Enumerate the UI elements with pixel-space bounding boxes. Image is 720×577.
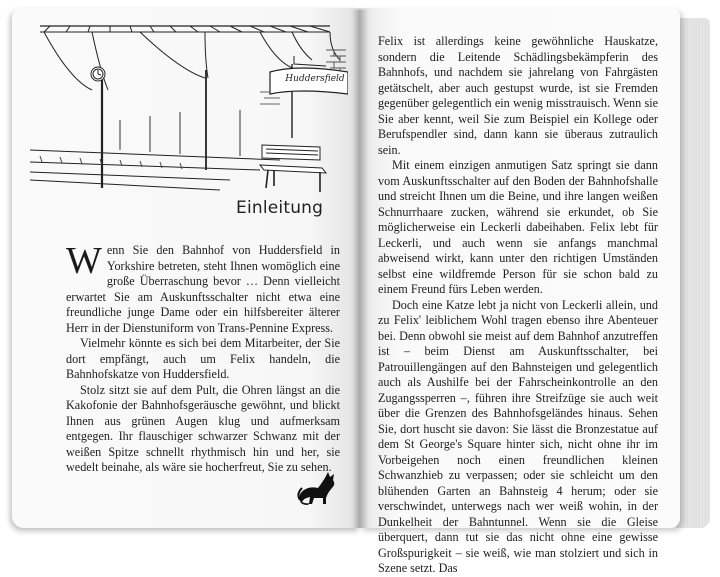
page-edges — [676, 18, 710, 528]
left-page-text — [66, 240, 340, 476]
paragraph: Vielmehr könnte es sich bei dem Mitarbeiter, der Sie dort empfängt, auch um Felix handeln, die Bahnhofskatze von Huddersfield. — [66, 336, 340, 381]
cat-icon — [296, 470, 342, 506]
dropcap: W — [66, 240, 102, 282]
right-page-text — [378, 34, 658, 577]
paragraph — [66, 240, 340, 336]
paragraph: Doch eine Katze lebt ja nicht von Leckerli allein, und zu Felix' leiblichem Wohl tragen ebenso ihre Abenteuer bei. Denn obwohl sie meist auf dem Bahnhof anzutreffen ist – beim Dienst am Auskunftsschalter, bei Patrouillengängen auf den Bahnsteigen und gelegentlich auch als Aushilfe bei der Fahrscheinkontrolle an den Zugangssperren –, führen ihre Streifzüge sie auch weit über die Grenzen des Bahnhofsgeländes hinaus. Sehen Sie, dort huscht sie davon: Sie lässt die Bronzestatue auf dem St George's Square hinter sich, nicht ohne ihr im Vorbeigehen noch einen freundlichen kleinen Schwanzhieb zu verpassen; oder sie schleicht um den blühenden Garten an Bahnsteig 4 herum; oder sie verschwindet, unterwegs nach wer weiß wohin, in der Dunkelheit der Bahntunnel. Wenn sie die Gleise überquert, dann tut sie das nicht ohne eine gewisse Großspurigkeit – sie weiß, wie man stolziert und sich in Szene setzt. Das — [378, 297, 658, 575]
station-illustration — [30, 20, 348, 198]
chapter-title: Einleitung — [236, 198, 324, 218]
book-gutter — [352, 10, 368, 528]
station-sign: Huddersfield — [285, 74, 345, 84]
paragraph-text: enn Sie den Bahnhof von Huddersfield in Yorkshire betreten, steht Ihnen womöglich eine große Überraschung bevor … Denn vielleicht erwartet Sie am Auskunftsschalter nicht etwa eine freundliche junge Dame oder ein hilfsbereiter älterer Herr in der Dienstuniform von Trans-Pennine Express. — [66, 243, 340, 335]
paragraph: Stolz sitzt sie auf dem Pult, die Ohren längst an die Kakofonie der Bahnhofsgeräusche gewöhnt, und blickt Ihnen aus grünen Augen klug und aufmerksam entgegen. Ihr flauschiger schwarzer Schwanz mit der weißen Spitze schnellt rhythmisch hin und her, sie wedelt beinahe, als wäre sie hocherfreut, Sie zu sehen. — [66, 382, 340, 474]
paragraph: Mit einem einzigen anmutigen Satz springt sie dann vom Auskunftsschalter auf den Boden der Bahnhofshalle und streicht Ihnen um die Beine, und ihre langen weißen Schnurrhaare zucken, während sie erkundet, ob Sie möglicherweise ein Leckerli dabeihaben. Felix lebt für Leckerli, und auch wenn sie anfangs manchmal abweisend wirkt, kann unter den richtigen Umständen selbst eine wildfremde Person für sie schon bald zu einem Freund fürs Leben werden. — [378, 158, 658, 296]
paragraph: Felix ist allerdings keine gewöhnliche Hauskatze, sondern die Leitende Schädlingsbekämpferin des Bahnhofs, und nachdem sie jahrelang von Fahrgästen getätschelt, aber auch gestupst wurde, ist sie Fremden gegenüber gelegentlich ein wenig misstrauisch. Wenn sie Sie aber kennt, weil Sie zum Beispiel ein Kollege oder Berufspendler sind, dann kann sie überaus zutraulich sein. — [378, 34, 658, 157]
